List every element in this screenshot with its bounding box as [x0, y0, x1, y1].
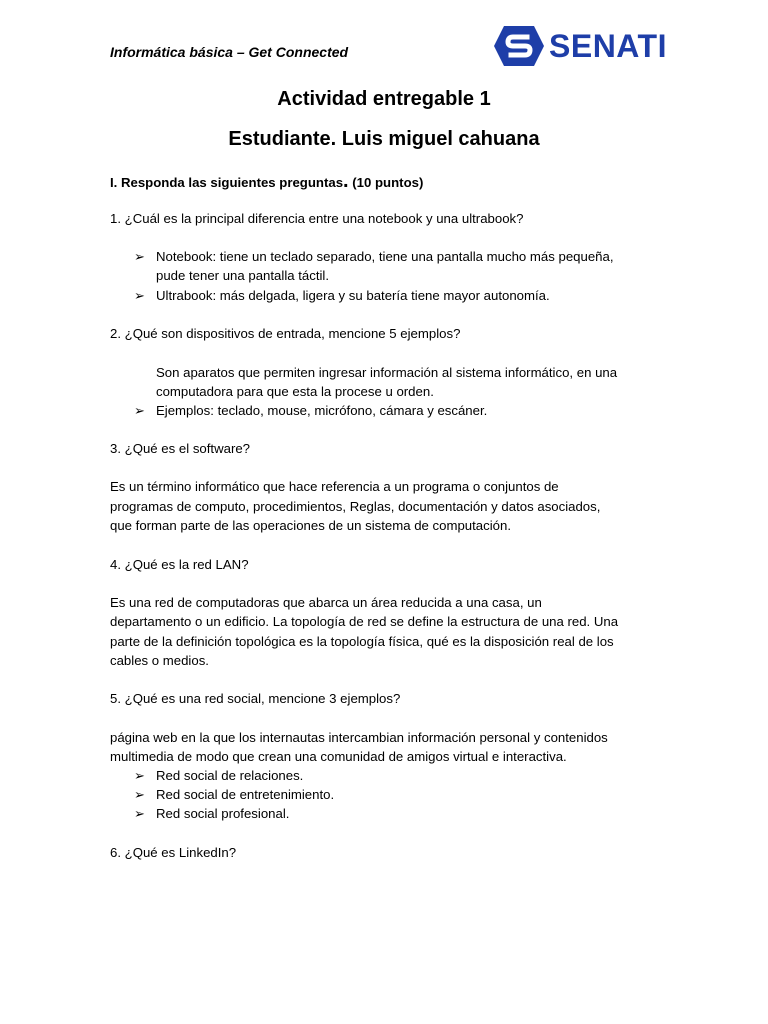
- q3-answer-line-2: programas de computo, procedimientos, Reglas, documentación y datos asociados,: [110, 499, 601, 514]
- q4-answer-line-4: cables o medios.: [110, 653, 209, 668]
- bullet-arrow-icon: ➢: [134, 768, 145, 783]
- q3-answer-line-1: Es un término informático que hace referencia a un programa o conjuntos de: [110, 479, 559, 494]
- q2-answer-line-1: Son aparatos que permiten ingresar información al sistema informático, en una: [156, 365, 618, 380]
- q2-bullet-1: Ejemplos: teclado, mouse, micrófono, cámara y escáner.: [156, 403, 488, 418]
- q5-answer-line-2: multimedia de modo que crean una comunidad de amigos virtual e interactiva.: [110, 749, 567, 764]
- q4-answer-line-1: Es una red de computadoras que abarca un área reducida a una casa, un: [110, 595, 542, 610]
- question-6: 6. ¿Qué es LinkedIn?: [110, 845, 237, 860]
- course-header: Informática básica – Get Connected: [110, 44, 349, 60]
- question-1: 1. ¿Cuál es la principal diferencia entre una notebook y una ultrabook?: [110, 211, 524, 226]
- senati-emblem-icon: [494, 26, 544, 66]
- student-name: Estudiante. Luis miguel cahuana: [228, 128, 540, 150]
- q5-answer-line-1: página web en la que los internautas intercambian información personal y contenidos: [110, 730, 608, 745]
- bullet-arrow-icon: ➢: [134, 403, 145, 418]
- q5-bullet-1: Red social de relaciones.: [156, 768, 304, 783]
- senati-logo-text: SENATI: [549, 28, 667, 64]
- q3-answer-line-3: que forman parte de las operaciones de un sistema de computación.: [110, 518, 511, 533]
- question-5: 5. ¿Qué es una red social, mencione 3 ejemplos?: [110, 691, 401, 706]
- q4-answer-line-3: parte de la definición topológica es la topología física, qué es la disposición real de los: [110, 634, 614, 649]
- bullet-arrow-icon: ➢: [134, 806, 145, 821]
- bullet-arrow-icon: ➢: [134, 787, 145, 802]
- q4-answer-line-2: departamento o un edificio. La topología de red se define la estructura de una red. Una: [110, 614, 619, 629]
- q5-bullet-2: Red social de entretenimiento.: [156, 787, 335, 802]
- question-2: 2. ¿Qué son dispositivos de entrada, mencione 5 ejemplos?: [110, 326, 461, 341]
- q1-bullet-2: Ultrabook: más delgada, ligera y su batería tiene mayor autonomía.: [156, 288, 550, 303]
- bullet-arrow-icon: ➢: [134, 288, 145, 303]
- document-title: Actividad entregable 1: [277, 88, 491, 110]
- question-4: 4. ¿Qué es la red LAN?: [110, 557, 249, 572]
- q1-bullet-1-line-2: pude tener una pantalla táctil.: [156, 268, 330, 283]
- bullet-arrow-icon: ➢: [134, 249, 145, 264]
- q2-answer-line-2: computadora para que esta la procese u orden.: [156, 384, 434, 399]
- section-heading: I. Responda las siguientes preguntas. (10 puntos): [110, 170, 424, 192]
- senati-logo: [494, 26, 684, 66]
- q1-bullet-1-line-1: Notebook: tiene un teclado separado, tiene una pantalla mucho más pequeña,: [156, 249, 614, 264]
- question-3: 3. ¿Qué es el software?: [110, 441, 251, 456]
- q5-bullet-3: Red social profesional.: [156, 806, 290, 821]
